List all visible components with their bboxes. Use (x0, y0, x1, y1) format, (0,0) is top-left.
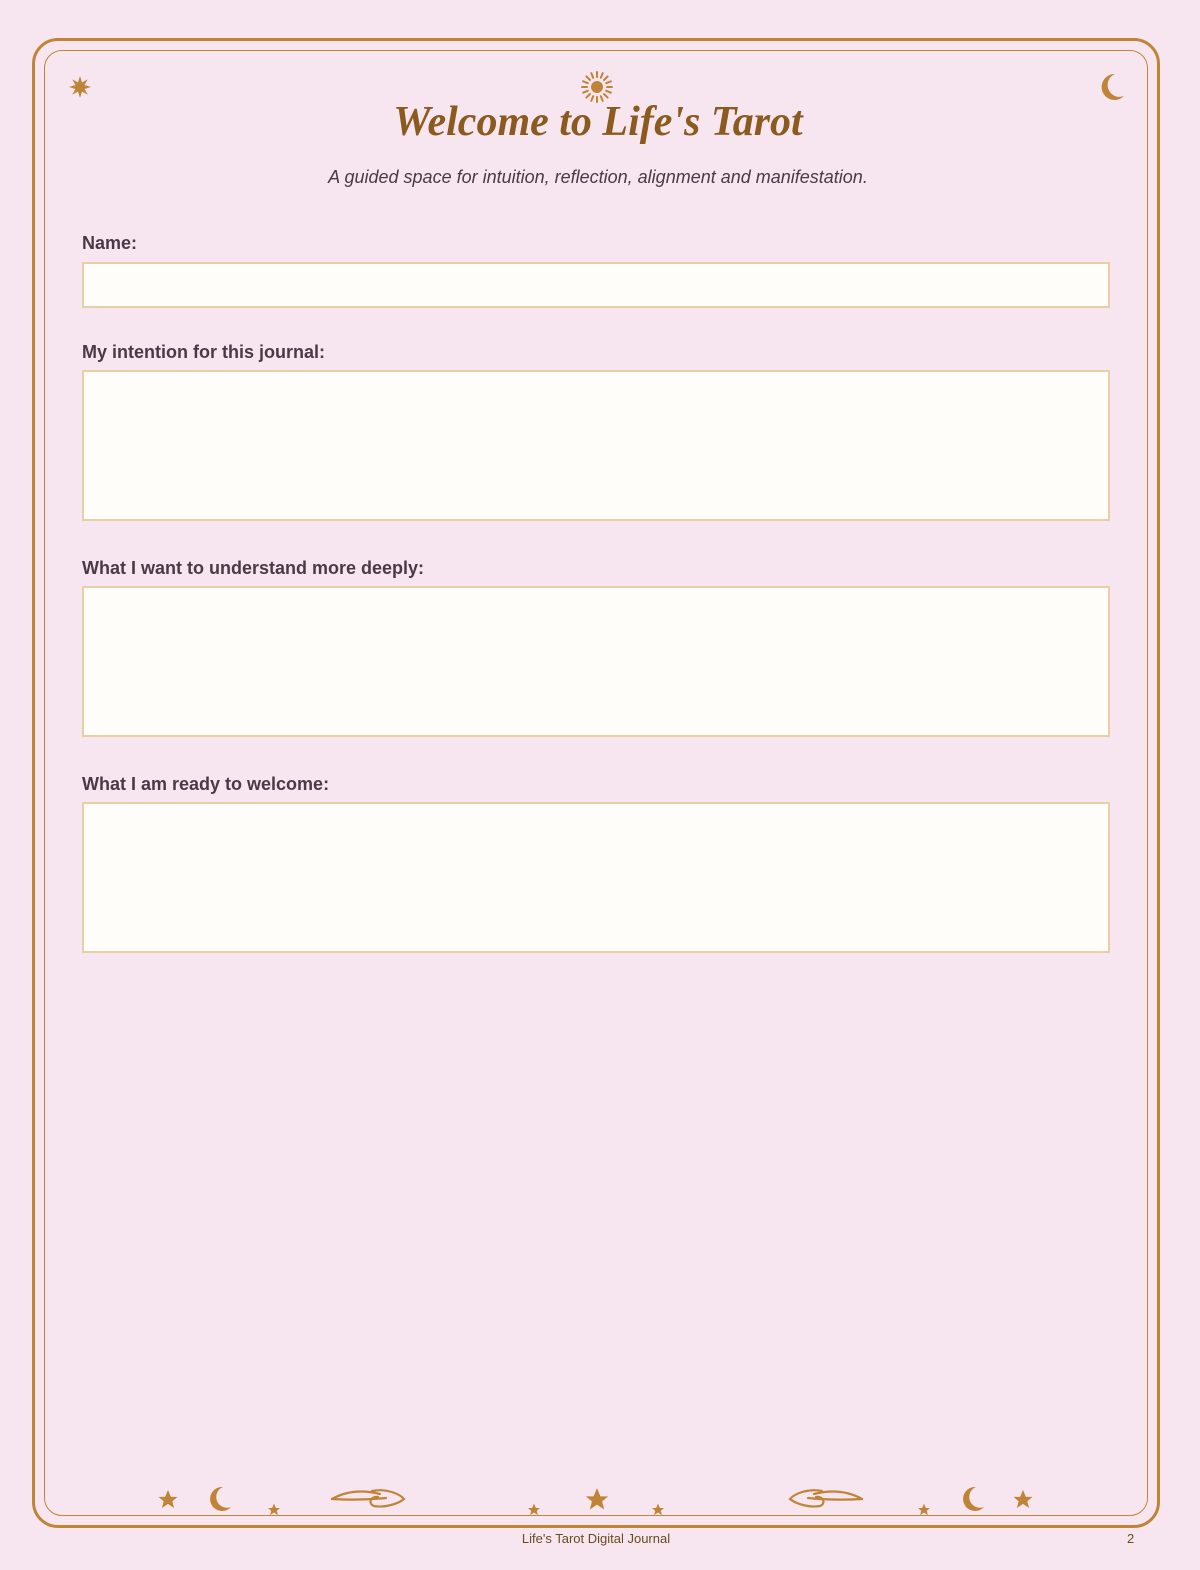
star-icon (527, 1503, 541, 1517)
star-icon (267, 1503, 281, 1517)
page-subtitle: A guided space for intuition, reflection, alignment and manifestation. (328, 167, 868, 187)
intention-field[interactable] (82, 370, 1110, 521)
name-label: Name: (82, 233, 138, 253)
star-icon (917, 1503, 931, 1517)
intention-label: My intention for this journal: (82, 342, 325, 362)
welcome-label: What I am ready to welcome: (82, 774, 330, 794)
starburst-icon (68, 75, 92, 99)
leaf-swirl-icon (330, 1486, 406, 1512)
welcome-field[interactable] (82, 802, 1110, 953)
understand-label: What I want to understand more deeply: (82, 558, 425, 578)
page-number: 2 (1127, 1531, 1135, 1546)
star-icon (157, 1489, 179, 1511)
page-title: Welcome to Life's Tarot (393, 99, 803, 145)
footer-journal-name: Life's Tarot Digital Journal (521, 1531, 671, 1546)
star-icon (584, 1487, 610, 1513)
star-icon (651, 1503, 665, 1517)
crescent-moon-icon (205, 1485, 233, 1513)
understand-field[interactable] (82, 586, 1110, 737)
crescent-moon-icon (958, 1485, 986, 1513)
leaf-swirl-icon (788, 1486, 864, 1512)
name-field[interactable] (82, 262, 1110, 308)
star-icon (1012, 1489, 1034, 1511)
